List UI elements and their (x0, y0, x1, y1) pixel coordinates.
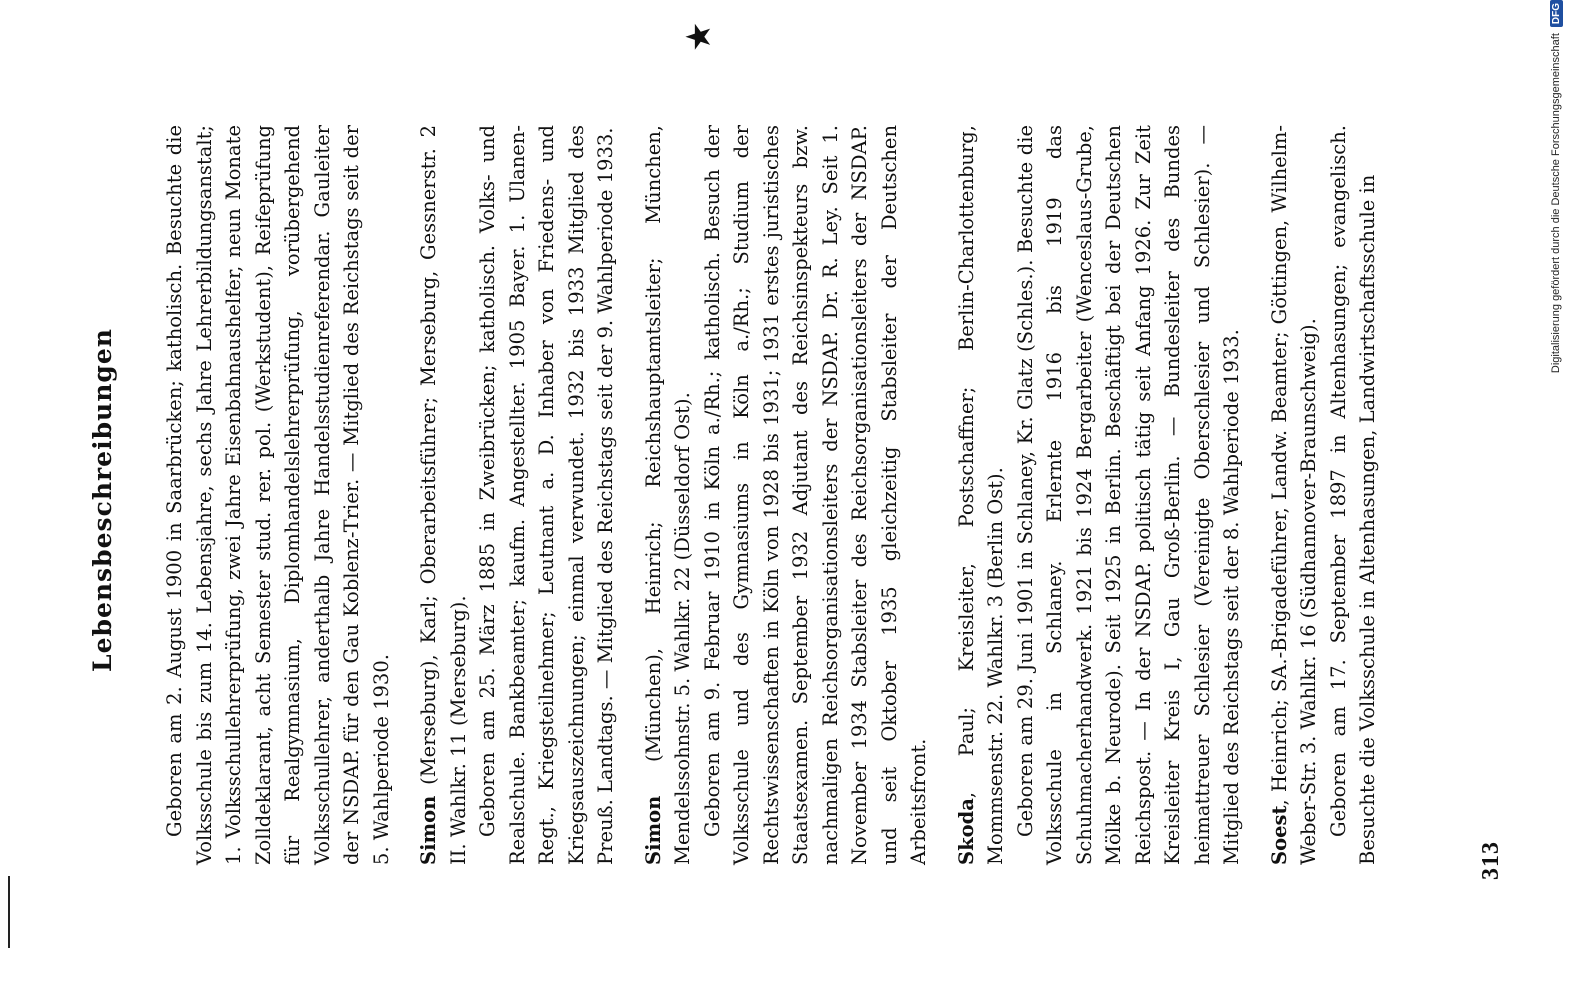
entry-name: Soest (1267, 805, 1291, 865)
biography-entry (639, 125, 934, 865)
entry-heading (952, 125, 1011, 865)
biography-entry (160, 125, 396, 865)
entry-heading-text: , Paul; Kreisleiter, Postschaffner; Berlin-Charlottenburg, Mommsenstr. 22. Wahlkr. 3 (Berlin Ost). (954, 125, 1007, 865)
scan-credit (1550, 0, 1563, 960)
star-marker-icon: ★ (679, 21, 719, 52)
entry-body: Geboren am 17. September 1897 in Altenhasungen; evangelisch. Besuchte die Volksschule in Altenhasungen, Landwirtschaftsschule in (1326, 125, 1379, 865)
entry-body: Geboren am 9. Februar 1910 in Köln a./Rh.; katholisch. Besuch der Volksschule und des Gymnasiums in Köln a./Rh.; Studium der Rechtswissenschaften in Köln von 1928 bis 1931; 1931 erstes juristisches Staatsexamen. September 1932 Adjutant des Reichsinspekteurs bzw. nachmaligen Reichsorganisationsleiters der NSDAP. Dr. R. Ley. Seit 1. November 1934 Stabsleiter des Reichsorganisationsleiters der NSDAP. und seit Oktober 1935 gleichzeitig Stabsleiter der Deutschen Arbeitsfront. (700, 125, 930, 865)
page-number: 313 (1478, 841, 1504, 880)
entry-heading (1265, 125, 1324, 865)
entry-body: Geboren am 29. Juni 1901 in Schlaney, Kr. Glatz (Schles.). Besuchte die Volksschule in Schlaney. Erlernte 1916 bis 1919 das Schuhmacherhandwerk. 1921 bis 1924 Bergarbeiter (Wenceslaus-Grube, Mölke b. Neurode). Seit 1925 in Berlin. Beschäftigt bei der Deutschen Reichspost. — In der NSDAP. politisch tätig seit Anfang 1926. Zur Zeit Kreisleiter Kreis I, Gau Groß-Berlin. — Bundesleiter des Bundes heimattreuer Schlesier (Vereinigte Oberschlesier und Schlesier). — Mitglied des Reichstags seit der 8. Wahlperiode 1933. (1013, 125, 1243, 865)
entry-heading-text: (Merseburg), Karl; Oberarbeitsführer; Merseburg, Gessnerstr. 2 II. Wahlkr. 11 (Merseburg). (417, 125, 470, 865)
page-header (0, 0, 140, 1000)
biography-entry (1265, 125, 1383, 865)
entry-heading-text: , Heinrich; SA.-Brigadeführer, Landw. Beamter; Göttingen, Wilhelm-Weber-Str. 3. Wahlkr. 16 (Südhannover-Braunschweig). (1267, 125, 1320, 865)
scan-credit-text: Digitalisierung gefördert durch die Deutsche Forschungsgemeinschaft (1550, 33, 1562, 374)
entry-name: Simon (417, 795, 440, 865)
entry-body: Geboren am 25. März 1885 in Zweibrücken; katholisch. Volks- und Realschule. Bankbeamter; kaufm. Angestellter. 1905 Bayer. 1. Ulanen-Regt., Kriegsteilnehmer; Leutnant a. D. Inhaber von Friedens- und Kriegsauszeichnungen; einmal verwundet. 1932 bis 1933 Mitglied des Preuß. Landtags. — Mitglied des Reichstags seit der 9. Wahlperiode 1933. (476, 125, 617, 865)
dfg-logo: DFG (1550, 0, 1563, 27)
entry-heading (414, 125, 473, 865)
entry-heading-text: (München), Heinrich; Reichshauptamtsleiter; München, Mendelssohnstr. 5. Wahlkr. 22 (Düsseldorf Ost). (641, 125, 694, 865)
entry-name: Skoda (954, 798, 978, 865)
entry-body: Geboren am 2. August 1900 in Saarbrücken; katholisch. Besuchte die Volksschule bis zum 14. Lebensjahre, sechs Jahre Lehrerbildungsanstalt; 1. Volksschullehrerprüfung, zwei Jahre Eisenbahnaushelfer, neun Monate Zolldeklarant, acht Semester stud. rer. pol. (Werkstudent), Reifeprüfung für Realgymnasium, Diplomhandelslehrerprüfung, vorübergehend Volksschullehrer, anderthalb Jahre Handelsstudienreferendar. Gauleiter der NSDAP. für den Gau Koblenz-Trier. — Mitglied des Reichstags seit der 5. Wahlperiode 1930. (163, 125, 393, 865)
biography-entry (414, 125, 621, 865)
entry-heading (639, 125, 698, 865)
entry-name: Simon (641, 795, 665, 865)
biography-entry (952, 125, 1247, 865)
biography-column (160, 125, 1401, 865)
running-head: Lebensbeschreibungen (88, 328, 117, 672)
